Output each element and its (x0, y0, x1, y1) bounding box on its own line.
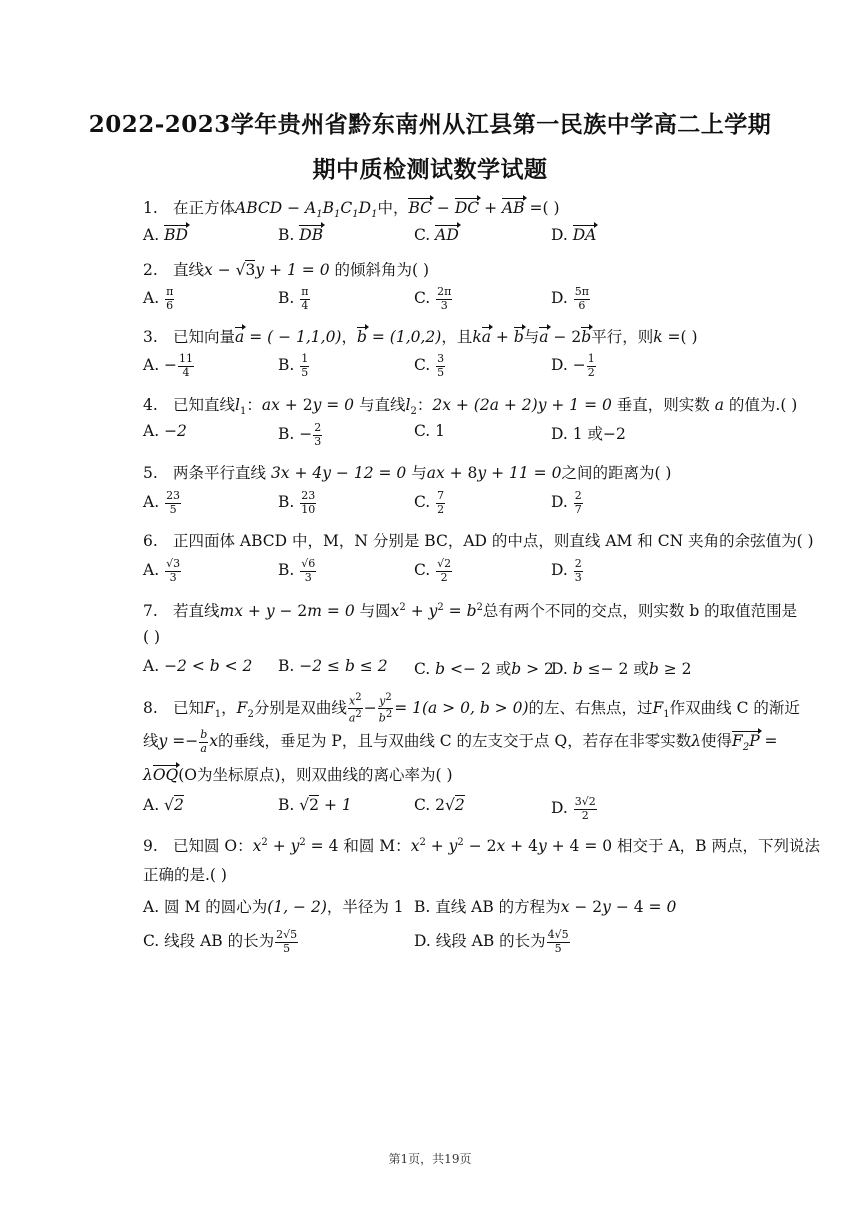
q6-option-b[interactable]: B. $\frac{√6}{3}$ (278, 557, 316, 584)
q9-option-c[interactable]: C. 线段 AB 的长为 $\frac{2√5}{5}$ (143, 928, 298, 955)
question-8-line1: 8. 已知$F_1$，$F_2$分别是双曲线 $\frac{x^2}{a^2}$ − $\frac{y^2}{b^2}$ = 1(a > 0, b > 0)的左、右焦点，过$F_1$作双曲线 C 的渐近 (143, 692, 800, 725)
question-3: 3. 已知向量a = ( − 1,1,0)，b = (1,0,2)，且ka + b与a − 2b平行，则k =( ) (143, 328, 698, 346)
question-7-line2: ( ) (143, 628, 161, 646)
q3-option-a[interactable]: A. − $\frac{11}{4}$ (143, 352, 194, 379)
q1-option-d[interactable]: D. DA (551, 226, 597, 244)
question-1: 1. 在正方体ABCD − $A_1B_1C_1D_1$中，BC − DC + AB =( ) (143, 199, 560, 221)
q9-option-d[interactable]: D. 线段 AB 的长为 $\frac{4√5}{5}$ (414, 928, 569, 955)
q3-option-b[interactable]: B. $\frac{1}{5}$ (278, 352, 309, 379)
q4-option-d[interactable]: D. 1 或−2 (551, 425, 626, 443)
page-footer: 第1页，共19页 (388, 1152, 472, 1166)
question-8-line3: λOQ(O为坐标原点)，则双曲线的离心率为( ) (143, 766, 453, 784)
q9-option-b[interactable]: B. 直线 AB 的方程为x − 2y − 4 = 0 (414, 898, 677, 916)
q2-option-d[interactable]: D. $\frac{5\pi}{6}$ (551, 285, 589, 312)
q7-option-d-or: 或 (633, 660, 649, 678)
q5-option-a[interactable]: A. $\frac{23}{5}$ (143, 489, 181, 516)
question-9-line1: 9. 已知圆 O：$x^2 + y^2 = 4$ 和圆 M：$x^2 + y^2 - 2x + 4y + 4 = 0$ 相交于 A，B 两点，下列说法 (143, 836, 820, 855)
q4-option-a[interactable]: A. −2 (143, 422, 187, 440)
q7-option-a[interactable]: A. −2 < b < 2 (143, 657, 253, 675)
question-5: 5. 两条平行直线 3x + 4y − 12 = 0 与ax + 8y + 11 = 0之间的距离为( ) (143, 464, 672, 482)
document-title-line2: 期中质检测试数学试题 (312, 156, 548, 183)
q1-option-a[interactable]: A. BD (143, 226, 188, 244)
question-8-line2: 线y =− $\frac{b}{a}$ x的垂线，垂足为 P，且与双曲线 C 的左支交于点 Q，若存在非零实数λ使得$F_2P$ = (143, 728, 778, 755)
q6-option-a[interactable]: A. $\frac{√3}{3}$ (143, 557, 181, 584)
q6-option-d[interactable]: D. $\frac{2}{3}$ (551, 557, 582, 584)
q3-option-d[interactable]: D. − $\frac{1}{2}$ (551, 352, 595, 379)
question-9-line2: 正确的是.( ) (143, 866, 227, 884)
q1-option-c[interactable]: C. AD (414, 226, 459, 244)
q2-option-a[interactable]: A. $\frac{\pi}{6}$ (143, 285, 174, 312)
question-2: 2. 直线x − √3y + 1 = 0 的倾斜角为( ) (143, 261, 430, 279)
q7-option-d[interactable]: D. b ≤− 2 或b ≥ 2 (551, 660, 692, 678)
q5-option-d[interactable]: D. $\frac{2}{7}$ (551, 489, 582, 516)
q9-option-a[interactable]: A. 圆 M 的圆心为(1, − 2)，半径为 1 (143, 898, 404, 916)
q8-option-b[interactable]: B. √2 + 1 (278, 796, 352, 814)
q8-option-a[interactable]: A. √2 (143, 796, 184, 814)
q1-option-b[interactable]: B. DB (278, 226, 324, 244)
q2-option-c[interactable]: C. $\frac{2\pi}{3}$ (414, 285, 452, 312)
q2-option-b[interactable]: B. $\frac{\pi}{4}$ (278, 285, 309, 312)
q7-option-c[interactable]: C. b <− 2 或b > 2 (414, 660, 554, 678)
q8-option-d[interactable]: D. $\frac{3√2}{2}$ (551, 795, 596, 822)
q5-option-b[interactable]: B. $\frac{23}{10}$ (278, 489, 316, 516)
q8-option-c[interactable]: C. 2√2 (414, 796, 465, 814)
q7-option-b[interactable]: B. −2 ≤ b ≤ 2 (278, 657, 388, 675)
q3-option-c[interactable]: C. $\frac{3}{5}$ (414, 352, 445, 379)
document-title-line1: 2022-2023学年贵州省黔东南州从江县第一民族中学高二上学期 (88, 111, 772, 138)
question-6: 6. 正四面体 ABCD 中，M，N 分别是 BC，AD 的中点，则直线 AM 和 CN 夹角的余弦值为( ) (143, 532, 814, 550)
q4-option-c[interactable]: C. 1 (414, 422, 446, 440)
question-4: 4. 已知直线$l_1$：ax + 2y = 0 与直线$l_2$：2x + (2a + 2)y + 1 = 0 垂直，则实数 a 的值为.( ) (143, 396, 798, 418)
q4-option-b[interactable]: B. − $\frac{2}{3}$ (278, 421, 322, 448)
q6-option-c[interactable]: C. $\frac{√2}{2}$ (414, 557, 452, 584)
q5-option-c[interactable]: C. $\frac{7}{2}$ (414, 489, 445, 516)
question-7: 7. 若直线mx + y − 2m = 0 与圆$x^2 + y^2 = b^2$总有两个不同的交点，则实数 b 的取值范围是 (143, 601, 798, 620)
